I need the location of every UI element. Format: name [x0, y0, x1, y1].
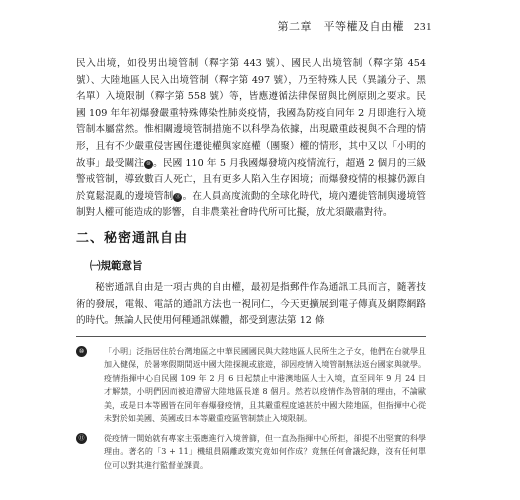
footnote-divider: [76, 336, 426, 337]
paragraph-text: 。民國 110 年 5 月我國爆發境內疫情流行，超過 2 個月的三級警戒管制，導致數百人死亡，且有更多人陷入生存困境；而爆發疫情的根據仍源自於寬鬆混亂的邊境管制: [76, 157, 426, 202]
body-paragraph-1: [76, 56, 426, 222]
section-heading: 二、秘密通訊自由: [76, 230, 189, 246]
paragraph-text: 。在人員高度流動的全球化時代，境內遷徙管制與邊境管制對人權可能造成的影響，自非農業社會時代所可比擬，放尤須嚴肅對待。: [76, 190, 427, 219]
footnote-text: 從疫情一開始就有專家主張應進行入境普篩，但一直為指揮中心所拒，卻提不出堅實的科學理由。著名的「3 + 11」機組員隔離政策究竟如何作成？竟無任何會議紀錄，沒有任何單位可以對其進行監督並課責。: [104, 433, 426, 470]
footnote-ref-10[interactable]: ⑩: [144, 160, 153, 169]
main-text: [76, 56, 426, 478]
footnote-10: [76, 345, 426, 426]
footnote-ref-11[interactable]: ⑪: [175, 193, 181, 200]
running-header: [278, 18, 433, 34]
body-paragraph-2: 秘密通訊自由是一項古典的自由權，最初是指郵件作為通訊工具而言，隨著技術的發展，電報、電話的通訊方法也一視同仁，今天更擴展到電子傳真及網際網路的時代。無論人民使用何種通訊媒體，都受到憲法第 12 條: [76, 281, 426, 327]
paragraph-text: 民入出境，如役男出境管制（釋字第 443 號）、國民人出境管制（釋字第 454 號）、大陸地區人民入出境管制（釋字第 497 號），乃至特殊人民（異議分子、黑名單）入境限制（釋字第 558 號）等，皆應遵循法律保留與比例原則之要求。民國 109 年年初爆發嚴重特殊傳染性肺炎疫情，我國為防疫自同年 2 月即進行入境管制本屬當然。惟相關邊境管制措施不以科學為依據，出現嚴重歧視與不合理的情形，且有不少嚴重侵害國住遷徙權與家庭權（團聚）權的情形，其中又以「小明的故事」最受關注: [76, 58, 426, 169]
footnote-marker: ⑩: [76, 346, 87, 357]
footnote-marker: ⑪: [76, 433, 87, 444]
page-number: 231: [414, 21, 432, 33]
footnote-text: 「小明」泛指居住於台灣地區之中華民國國民與大陸地區人民所生之子女，他們在台就學且加入健保，於暑寒假期間返中國大陸探親或旅遊，卻因疫情入境管制無法返台國家與就學。疫情指揮中心自民國 109 年 2 月 6 日起禁止中港澳地區人士入境，直至同年 9 月 24 日才解禁，小明們因而被迫滯留大陸地區長達 8 個月。然若以疫情作為管制的理由，不論歐美，或是日本等國皆在同年春爆發疫情，且其嚴重程度遠甚於中國大陸地區，但指揮中心從未對於如美國、英國或日本等嚴重疫區管制禁止入境限制。: [104, 346, 426, 424]
sub-heading: ㈠規範意旨: [90, 259, 143, 272]
footnote-11: [76, 432, 426, 473]
chapter-title: 第二章 平等權及自由權: [277, 20, 404, 33]
